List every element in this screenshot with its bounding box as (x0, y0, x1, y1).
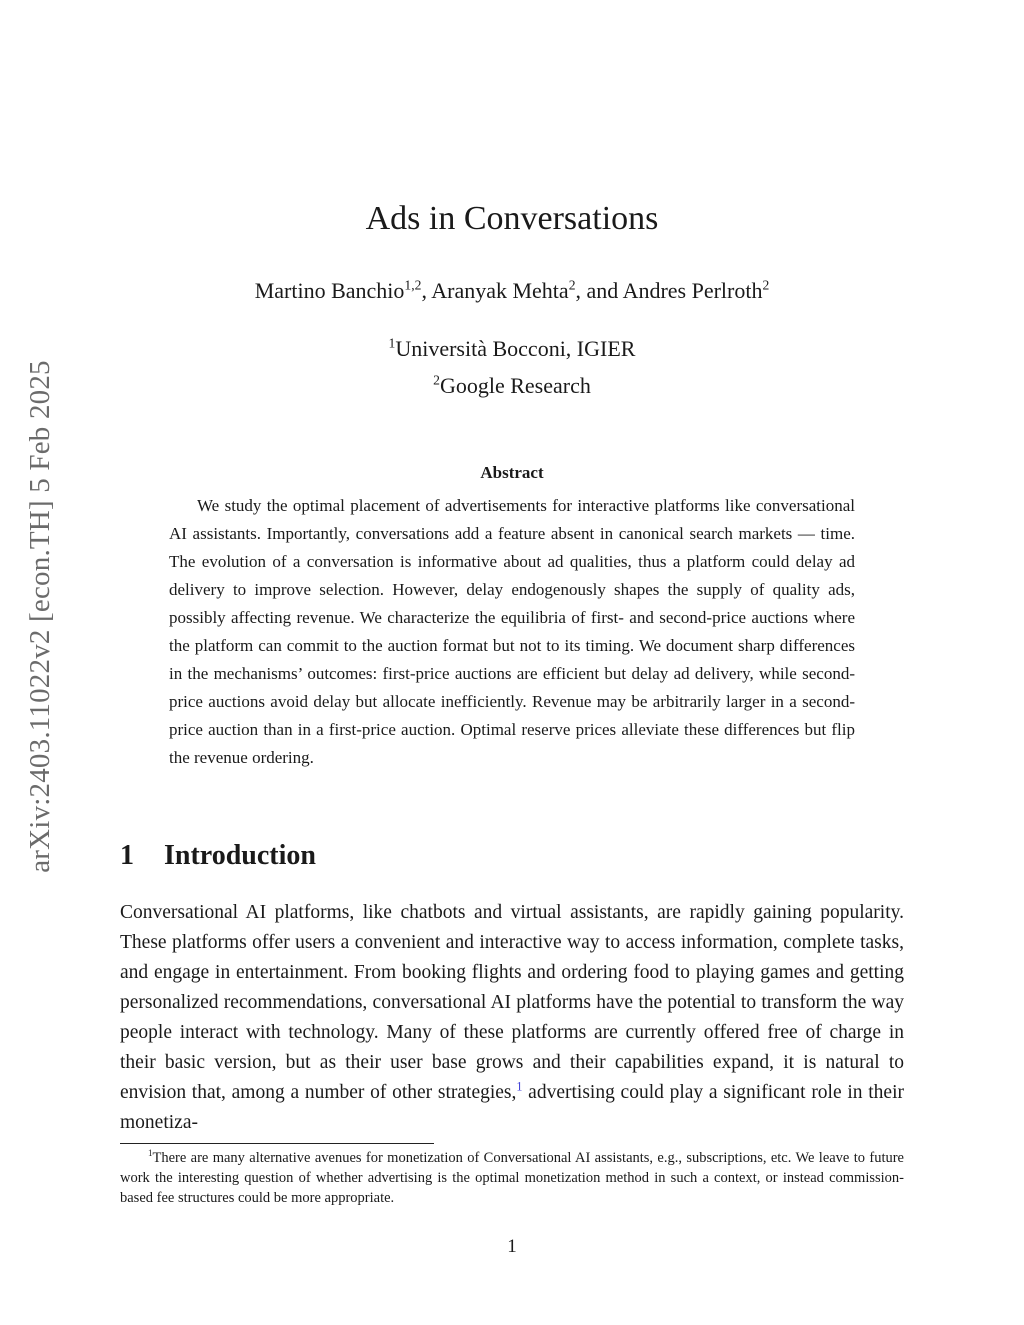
section-heading (120, 840, 316, 872)
author-list (0, 278, 1024, 304)
section-number: 1 (120, 840, 134, 871)
abstract-heading: Abstract (480, 463, 544, 482)
footnote-text: There are many alternative avenues for monetization of Conversational AI assistants, e.g., subscriptions, etc. We leave to future work the interesting question of whether advertising is the optimal monetization method in such a context, or instead commission-based fee structures could be more appropriate. (120, 1150, 904, 1206)
paper-title: Ads in Conversations (365, 200, 659, 237)
page-number: 1 (507, 1236, 517, 1257)
affiliation (0, 336, 1024, 362)
author-affiliation-mark: 2 (762, 277, 770, 293)
footnote (120, 1148, 904, 1208)
abstract-body: We study the optimal placement of advertisements for interactive platforms like conversational AI assistants. Importantly, conversations add a feature absent in canonical search markets — time. The evolution of a conversation is informative about ad qualities, thus a platform could delay ad delivery to improve selection. However, delay endogenously shapes the supply of quality ads, possibly affecting revenue. We characterize the equilibria of first- and second-price auctions where the platform can commit to the auction format but not to its timing. We document sharp differences in the mechanisms’ outcomes: first-price auctions are efficient but delay ad delivery, while second-price auctions avoid delay but allocate inefficiently. Revenue may be arbitrarily larger in a second-price auction than in a first-price auction. Optimal reserve prices alleviate these differences but flip the revenue ordering. (169, 496, 855, 767)
intro-paragraph (120, 898, 904, 1138)
author-name: Martino Banchio (254, 278, 405, 303)
intro-text: Conversational AI platforms, like chatbots and virtual assistants, are rapidly gaining popularity. These platforms offer users a convenient and interactive way to access information, complete tasks, and engage in entertainment. From booking flights and ordering food to playing games and getting personalized recommendations, conversational AI platforms have the potential to transform the way people interact with technology. Many of these platforms are currently offered free of charge in their basic version, but as their user base grows and their capabilities expand, it is natural to envision that, among a number of other strategies, (120, 902, 904, 1103)
author-affiliation-mark: 1,2 (404, 277, 422, 293)
arxiv-identifier (14, 316, 66, 916)
footnote-divider (120, 1143, 434, 1144)
footnote-marker: 1 (148, 1148, 153, 1159)
author-name: Andres Perlroth (622, 278, 763, 303)
intro-text-continued: advertising could play a significant role in their monetiza- (120, 1082, 904, 1133)
affiliation (0, 373, 1024, 399)
footnote-reference-link[interactable]: 1 (516, 1079, 523, 1094)
author-separator: , (421, 278, 432, 303)
section-title: Introduction (164, 840, 316, 871)
author-name: Aranyak Mehta (431, 278, 569, 303)
author-affiliation-mark: 2 (568, 277, 576, 293)
affiliation-name: Università Bocconi, IGIER (395, 336, 636, 361)
affiliation-mark: 2 (433, 372, 440, 388)
author-separator: , and (575, 278, 623, 303)
affiliation-mark: 1 (388, 335, 396, 351)
arxiv-identifier-text: arXiv:2403.11022v2 [econ.TH] 5 Feb 2025 (23, 359, 56, 873)
affiliation-name: Google Research (439, 373, 591, 398)
